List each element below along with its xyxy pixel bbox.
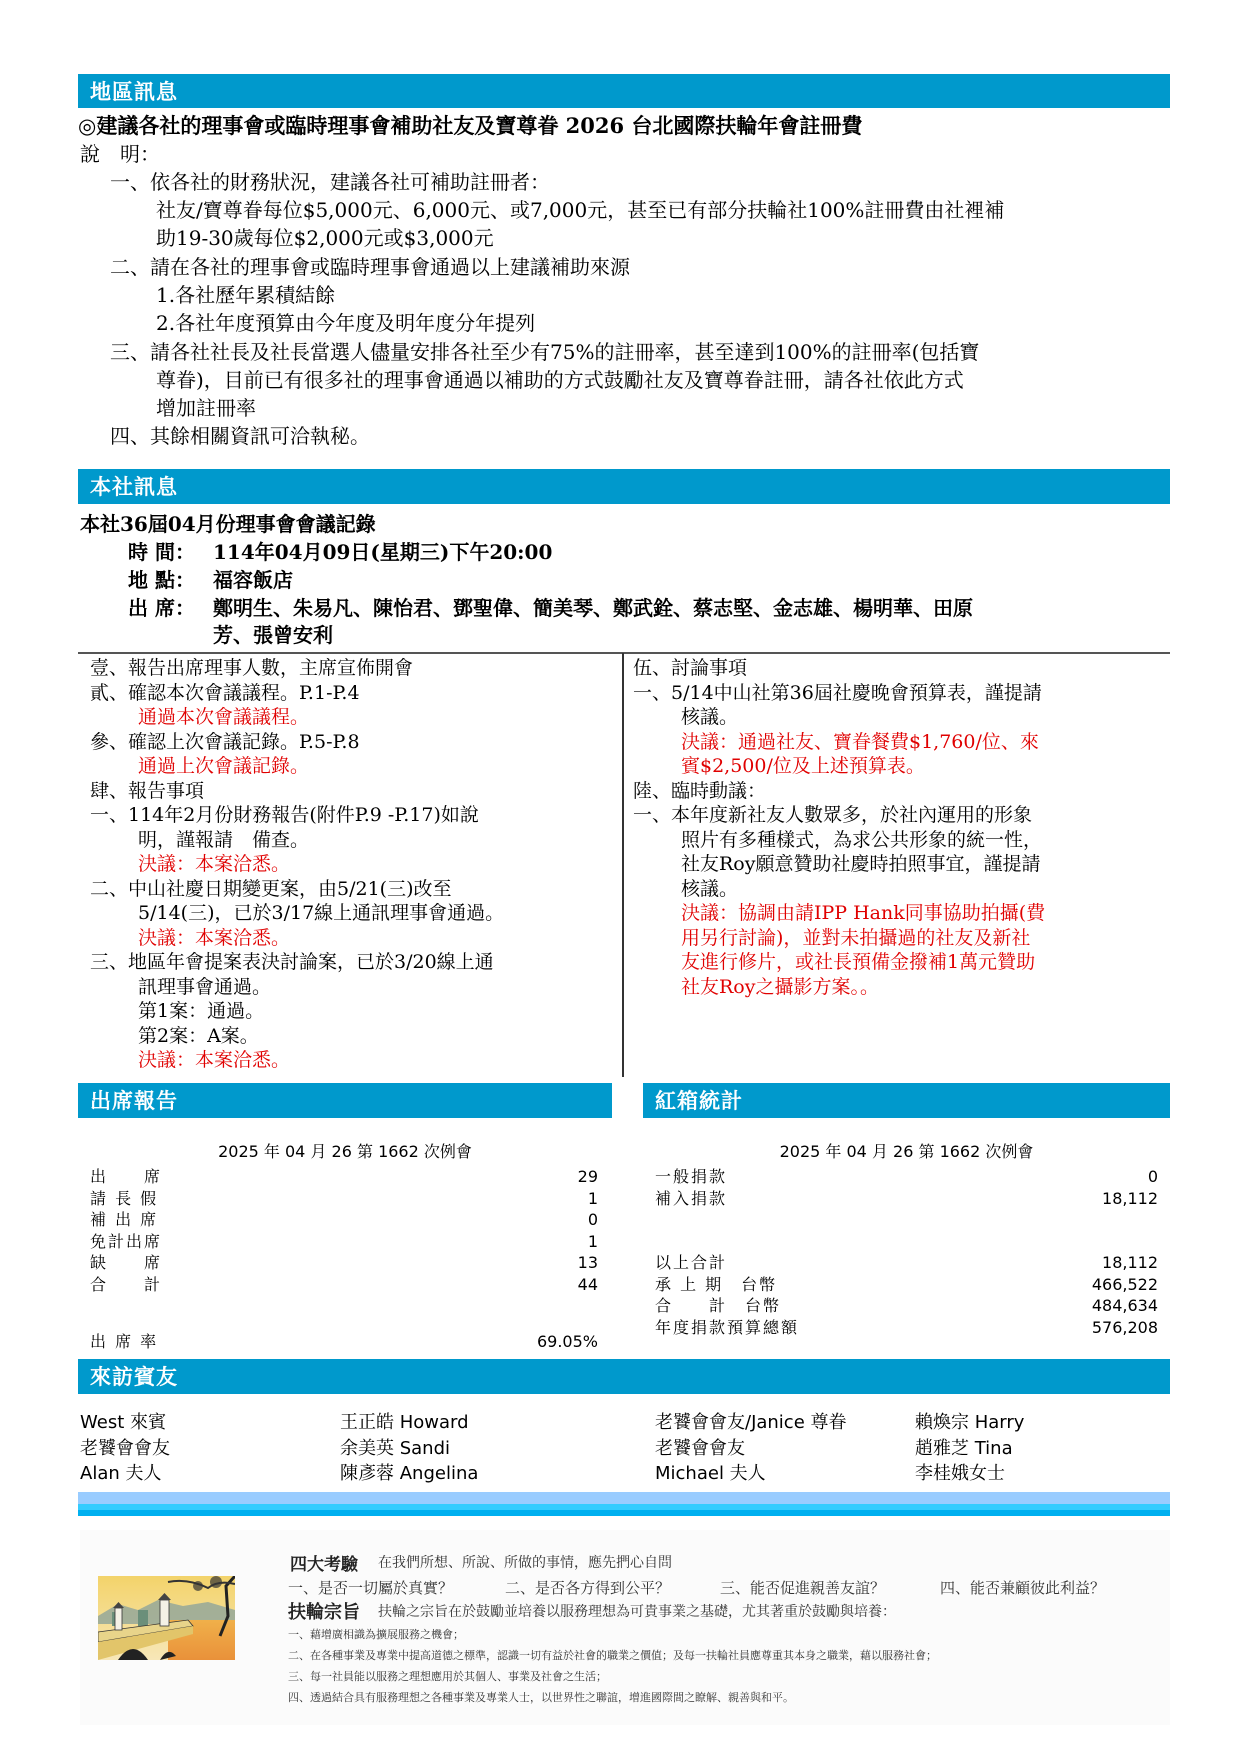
- attendance-label: 請 長 假: [90, 1188, 159, 1208]
- district-title: ◎建議各社的理事會或臨時理事會補助社友及寶尊眷 2026 台北國際扶輪年會註冊費: [78, 113, 863, 138]
- red-box-value: 18,112: [1102, 1188, 1158, 1208]
- stripe-dark: [78, 1510, 1170, 1516]
- attendance-rate-value: 69.05%: [536, 1332, 598, 1351]
- visitor-name: 老饕會會友: [655, 1437, 745, 1459]
- four-way-test-title: 四大考驗: [290, 1555, 358, 1575]
- minutes-line: 第1案：通過。: [138, 1000, 265, 1022]
- four-way-item-1: 一、是否一切屬於真實？: [288, 1579, 454, 1597]
- district-line: 助19-30歲每位$2,000元或$3,000元: [156, 226, 494, 250]
- minutes-line: 一、114年2月份財務報告(附件P.9 -P.17)如說: [90, 804, 479, 826]
- attendance-label: 出 席: [90, 1167, 163, 1186]
- district-line: 三、請各社社長及社長當選人儘量安排各社至少有75%的註冊率，甚至達到100%的註冊率(包括寶: [110, 340, 980, 364]
- attendance-label: 合 計: [90, 1274, 163, 1294]
- visitor-name: 賴煥宗 Harry: [915, 1412, 1025, 1433]
- district-line: 一、依各社的財務狀況，建議各社可補助註冊者：: [110, 170, 550, 194]
- resolution-line: 決議：本案洽悉。: [138, 853, 291, 875]
- district-line: 尊眷)，目前已有很多社的理事會通過以補助的方式鼓勵社友及寶尊眷註冊，請各社依此方式: [156, 368, 964, 392]
- zhongshan-bridge-illustration: [98, 1576, 235, 1660]
- resolution-line: 友進行修片，或社長預備金撥補1萬元贊助: [681, 951, 1036, 973]
- meeting-time: 114年04月09日(星期三)下午20:00: [213, 540, 553, 564]
- red-box-label: 年度捐款預算總額: [655, 1317, 800, 1337]
- object-of-rotary-title: 扶輪宗旨: [288, 1602, 360, 1623]
- resolution-line: 通過本次會議議程。: [138, 706, 310, 728]
- attendance-value: 13: [577, 1253, 598, 1272]
- meeting-title: 本社36屆04月份理事會會議記錄: [80, 512, 376, 536]
- minutes-line: 伍、討論事項: [633, 657, 748, 679]
- minutes-line: 社友Roy願意贊助社慶時拍照事宜，謹提請: [681, 853, 1041, 875]
- section-header-red-box: 紅箱統計: [643, 1083, 1170, 1118]
- visitor-name: 陳彥蓉 Angelina: [340, 1463, 479, 1484]
- object-of-rotary-intro: 扶輪之宗旨在於鼓勵並培養以服務理想為可貴事業之基礎，尤其著重於鼓勵與培養：: [378, 1604, 896, 1620]
- attendance-value: 0: [587, 1210, 598, 1229]
- red-box-value: 484,634: [1091, 1296, 1158, 1315]
- attendance-label: 補 出 席: [90, 1210, 159, 1229]
- meeting-place: 福容飯店: [213, 568, 293, 592]
- visitor-name: West 來賓: [80, 1412, 166, 1433]
- section-header-visitors: 來訪賓友: [78, 1359, 1170, 1394]
- visitor-name: 王正皓 Howard: [340, 1412, 469, 1433]
- resolution-line: 決議：協調由請IPP Hank同事協助拍攝(費: [681, 902, 1046, 924]
- red-box-value: 18,112: [1102, 1253, 1158, 1272]
- object-item-1: 一、藉增廣相識為擴展服務之機會；: [288, 1628, 464, 1641]
- attendance-value: 29: [577, 1167, 598, 1186]
- minutes-line: 參、確認上次會議記錄。P.5-P.8: [90, 730, 360, 753]
- minutes-line: 訊理事會通過。: [138, 975, 272, 998]
- resolution-line: 決議：本案洽悉。: [138, 1049, 291, 1071]
- resolution-line: 賓$2,500/位及上述預算表。: [681, 755, 925, 777]
- minutes-line: 照片有多種樣式，為求公共形象的統一性，: [681, 828, 1043, 851]
- section-header-attendance: 出席報告: [78, 1083, 612, 1118]
- four-way-test-intro: 在我們所想、所說、所做的事情，應先捫心自問: [378, 1555, 672, 1571]
- district-line: 2.各社年度預算由今年度及明年度分年提列: [156, 311, 536, 335]
- red-box-value: 576,208: [1091, 1317, 1158, 1337]
- red-box-label: 承 上 期 台幣: [655, 1274, 778, 1294]
- four-way-item-4: 四、能否兼顧彼此利益？: [940, 1579, 1106, 1597]
- visitor-name: Michael 夫人: [655, 1463, 766, 1484]
- minutes-line: 貳、確認本次會議議程。P.1-P.4: [90, 681, 360, 704]
- stripe-light: [78, 1492, 1170, 1504]
- resolution-line: 社友Roy之攝影方案。。: [681, 975, 879, 998]
- attendance-rate-label: 出 席 率: [90, 1332, 159, 1351]
- object-item-4: 四、透過結合具有服務理想之各種事業及專業人士，以世界性之聯誼，增進國際間之瞭解、親善與和平。: [288, 1691, 794, 1704]
- visitor-name: 余美英 Sandi: [340, 1437, 451, 1459]
- attendance-value: 44: [577, 1274, 598, 1294]
- attendance-value: 1: [587, 1188, 598, 1208]
- minutes-line: 一、本年度新社友人數眾多，於社內運用的形象: [633, 804, 1033, 826]
- visitor-name: 趙雅芝 Tina: [915, 1437, 1013, 1459]
- meeting-attend-label: 出 席：: [128, 596, 195, 620]
- four-way-item-3: 三、能否促進親善友誼？: [720, 1579, 886, 1597]
- red-box-label: 以上合計: [655, 1253, 728, 1272]
- section-header-club: 本社訊息: [78, 469, 1170, 504]
- visitor-name: 李桂娥女士: [915, 1463, 1005, 1484]
- resolution-line: 通過上次會議記錄。: [138, 755, 310, 777]
- object-item-3: 三、每一社員能以服務之理想應用於其個人、事業及社會之生活；: [288, 1670, 607, 1683]
- minutes-line: 明，謹報請 備查。: [138, 828, 310, 851]
- resolution-line: 決議：通過社友、寶眷餐費$1,760/位、來: [681, 730, 1039, 753]
- object-item-2: 二、在各種事業及專業中提高道德之標準，認識一切有益於社會的職業之價值；及每一扶輪社員應尊重其本身之職業，藉以服務社會；: [288, 1649, 937, 1662]
- red-box-value: 0: [1147, 1167, 1158, 1186]
- district-line: 增加註冊率: [156, 396, 256, 420]
- minutes-line: 肆、報告事項: [90, 779, 205, 802]
- attendance-label: 缺 席: [90, 1253, 163, 1272]
- minutes-line: 三、地區年會提案表決討論案，已於3/20線上通: [90, 951, 494, 973]
- meeting-attendees-cont: 芳、張曾安利: [213, 623, 333, 647]
- district-line: 社友/寶尊眷每位$5,000元、6,000元、或7,000元，甚至已有部分扶輪社100%註冊費由社裡補: [156, 198, 1005, 222]
- red-box-label: 合 計 台幣: [655, 1296, 782, 1315]
- district-line: 四、其餘相關資訊可洽執秘。: [110, 424, 370, 448]
- minutes-line: 壹、報告出席理事人數，主席宣佈開會: [90, 657, 414, 679]
- section-header-district: 地區訊息: [78, 74, 1170, 108]
- minutes-column-divider: [622, 653, 624, 1077]
- meeting-time-label: 時 間：: [128, 540, 195, 564]
- meeting-attendees: 鄭明生、朱易凡、陳怡君、鄧聖偉、簡美琴、鄭武銓、蔡志堅、金志雄、楊明華、田原: [213, 596, 973, 620]
- four-way-item-2: 二、是否各方得到公平？: [505, 1579, 671, 1597]
- visitor-name: 老饕會會友: [80, 1437, 170, 1459]
- red-box-label: 一般捐款: [655, 1167, 728, 1186]
- minutes-line: 二、中山社慶日期變更案，由5/21(三)改至: [90, 877, 452, 900]
- minutes-line: 5/14(三)，已於3/17線上通訊理事會通過。: [138, 902, 505, 924]
- minutes-line: 一、5/14中山社第36屆社慶晚會預算表，謹提請: [633, 681, 1042, 704]
- district-explain-label: 說 明：: [80, 142, 160, 166]
- minutes-line: 陸、臨時動議：: [633, 779, 767, 802]
- attendance-value: 1: [587, 1231, 598, 1251]
- district-line: 二、請在各社的理事會或臨時理事會通過以上建議補助來源: [110, 255, 630, 279]
- red-box-value: 466,522: [1091, 1274, 1158, 1294]
- attendance-label: 免計出席: [90, 1231, 163, 1251]
- visitor-name: 老饕會會友/Janice 尊眷: [655, 1412, 847, 1433]
- minutes-line: 核議。: [681, 877, 739, 900]
- minutes-line: 第2案：A案。: [138, 1024, 259, 1047]
- minutes-line: 核議。: [681, 706, 739, 728]
- district-line: 1.各社歷年累積結餘: [156, 283, 336, 307]
- visitor-name: Alan 夫人: [80, 1463, 162, 1484]
- red-box-date: 2025 年 04 月 26 第 1662 次例會: [779, 1142, 1034, 1161]
- minutes-top-border: [78, 652, 1170, 654]
- attendance-date: 2025 年 04 月 26 第 1662 次例會: [218, 1142, 472, 1161]
- resolution-line: 用另行討論)，並對未拍攝過的社友及新社: [681, 926, 1031, 949]
- resolution-line: 決議：本案洽悉。: [138, 926, 291, 949]
- red-box-label: 補入捐款: [655, 1188, 728, 1208]
- meeting-place-label: 地 點：: [128, 568, 195, 592]
